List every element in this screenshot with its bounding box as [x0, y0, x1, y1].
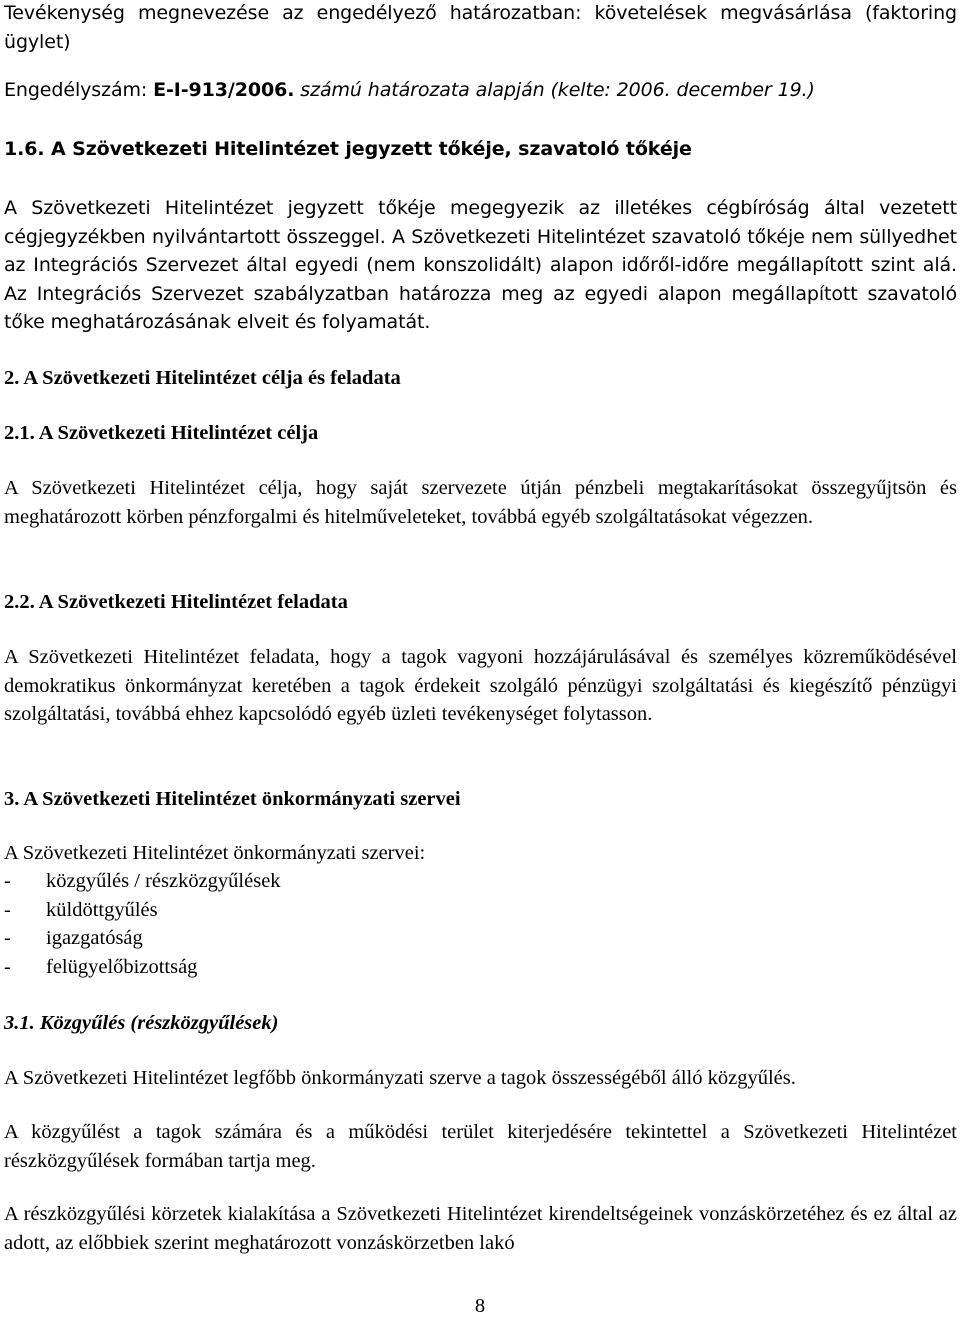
license-number: E-I-913/2006. [153, 79, 295, 101]
list-item-label: felügyelőbizottság [46, 955, 198, 978]
list-item-label: igazgatóság [46, 927, 143, 949]
license-rest: számú határozata alapján (kelte: 2006. december 19.) [294, 79, 815, 101]
license-label: Engedélyszám: [4, 79, 154, 101]
section-2-2-paragraph: A Szövetkezeti Hitelintézet feladata, hogy a tagok vagyoni hozzájárulásával és személyes közreműködésével demokratikus önkormányzat keretében a tagok érdekeit szolgáló pénzügyi szolgáltatási és kiegészítő pénzügyi szolgáltatási, továbbá ehhez kapcsolódó egyéb üzleti tevékenységet folytasson. [4, 646, 957, 725]
section-3-intro: A Szövetkezeti Hitelintézet önkormányzati szervei: [4, 842, 426, 864]
list-item-label: közgyűlés / részközgyűlések [46, 870, 281, 892]
list-item [4, 896, 957, 925]
section-2-1-paragraph: A Szövetkezeti Hitelintézet célja, hogy saját szervezete útján pénzbeli megtakarításokat összegyűjtsön és meghatározott körben pénzforgalmi és hitelműveleteket, továbbá egyéb szolgáltatásokat végezzen. [4, 477, 957, 528]
list-item-label: küldöttgyűlés [46, 898, 158, 921]
section-1-6-heading: 1.6. A Szövetkezeti Hitelintézet jegyzett tőkéje, szavatoló tőkéje [4, 138, 692, 160]
section-3-1-paragraph-3: A részközgyűlési körzetek kialakítása a Szövetkezeti Hitelintézet kirendeltségeinek vonzáskörzetéhez és ez által az adott, az előbbiek szerint meghatározott vonzáskörzetben lakó [4, 1203, 957, 1254]
list-item [4, 924, 957, 953]
section-3-1-heading: 3.1. Közgyűlés (részközgyűlések) [4, 1012, 279, 1034]
section-1-6-paragraph: A Szövetkezeti Hitelintézet jegyzett tőkéje megegyezik az illetékes cégbíróság által vezetett cégjegyzékben nyilvántartott összeggel. A Szövetkezeti Hitelintézet szavatoló tőkéje nem süllyedhet az Integrációs Szervezet által egyedi (nem konszolidált) alapon időről-időre megállapított szint alá. Az Integrációs Szervezet szabályzatban határozza meg az egyedi alapon megállapított szavatoló tőke meghatározásának elveit és folyamatát. [4, 197, 957, 333]
section-3-1-paragraph-2: A közgyűlést a tagok számára és a működési terület kiterjedésére tekintettel a Szövetkezeti Hitelintézet részközgyűlések formában tartja meg. [4, 1121, 957, 1172]
list-dash: - [4, 955, 11, 978]
list-item [4, 867, 957, 896]
list-dash: - [4, 927, 11, 949]
license-line [4, 76, 957, 105]
list-dash: - [4, 898, 11, 921]
section-3-heading: 3. A Szövetkezeti Hitelintézet önkormányzati szervei [4, 788, 461, 810]
activity-line: Tevékenység megnevezése az engedélyező határozatban: követelések megvásárlása (faktoring ügylet) [4, 2, 957, 53]
list-dash: - [4, 870, 11, 892]
section-2-2-heading: 2.2. A Szövetkezeti Hitelintézet feladata [4, 591, 348, 613]
section-3-1-paragraph-1: A Szövetkezeti Hitelintézet legfőbb önkormányzati szerve a tagok összességéből álló közgyűlés. [4, 1067, 796, 1089]
page-number: 8 [474, 1295, 486, 1317]
section-2-heading: 2. A Szövetkezeti Hitelintézet célja és feladata [4, 367, 401, 389]
list-item [4, 953, 957, 982]
section-2-1-heading: 2.1. A Szövetkezeti Hitelintézet célja [4, 422, 319, 444]
self-government-bodies-list [4, 867, 957, 981]
